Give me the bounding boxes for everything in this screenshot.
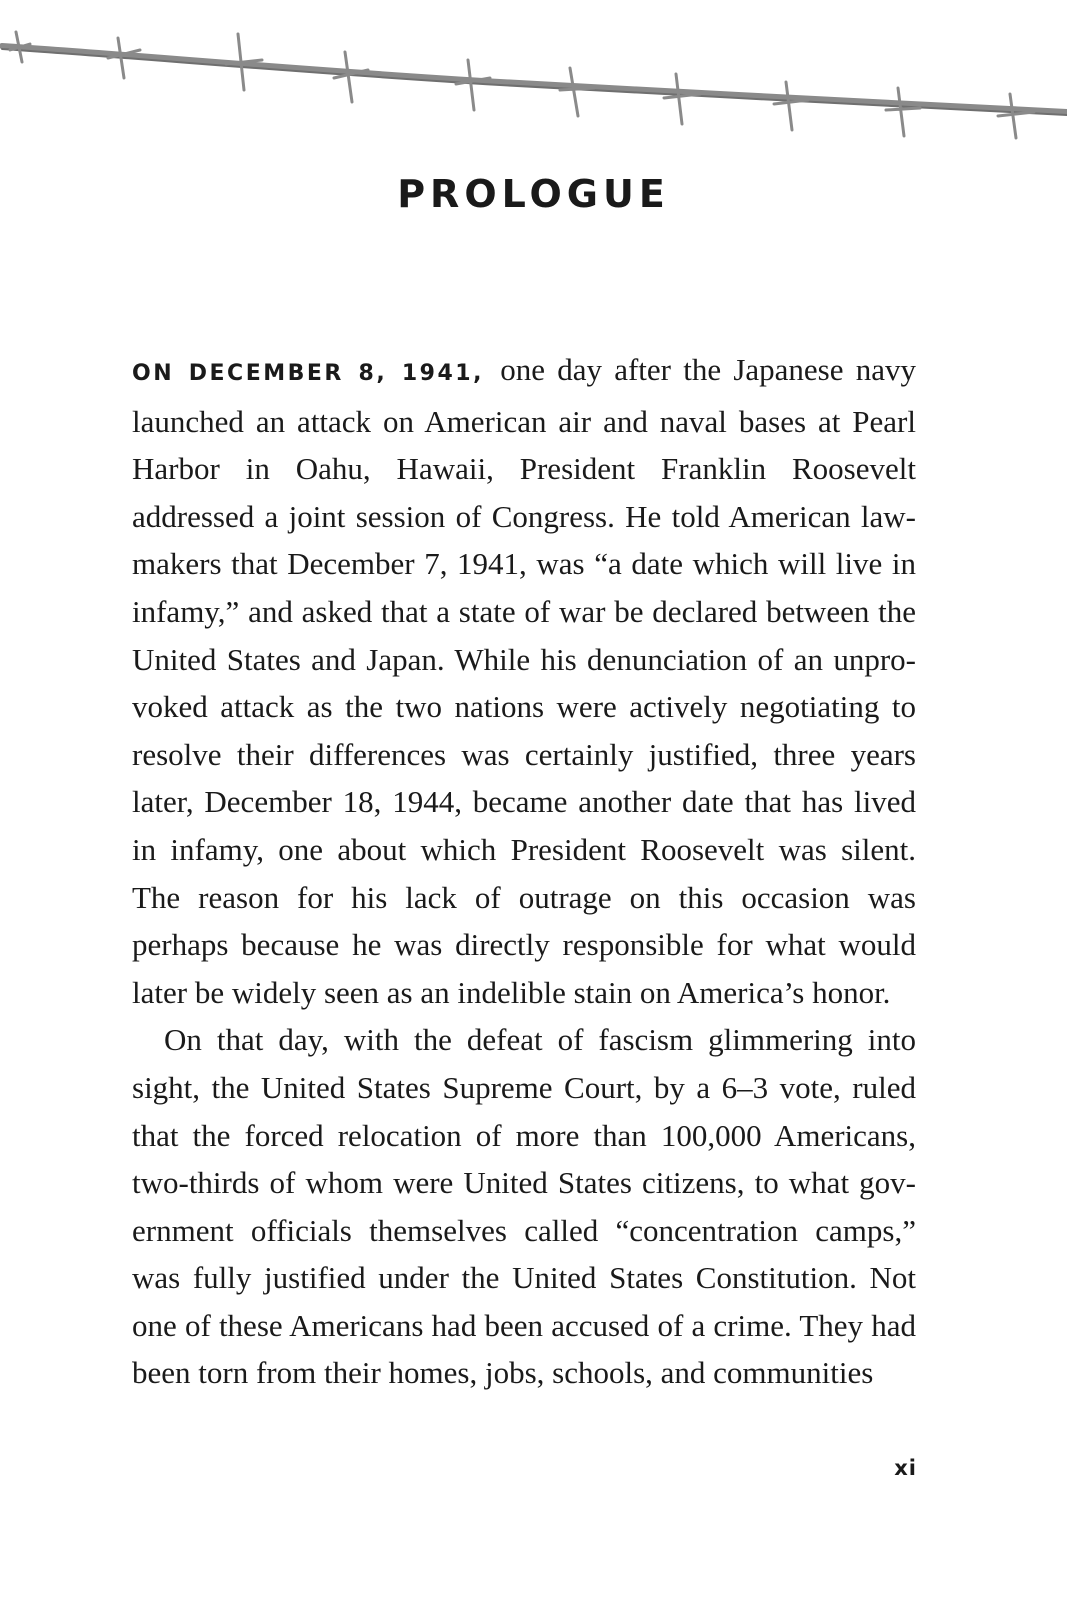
- paragraph-2: On that day, with the defeat of fascism glimmering into sight, the United States Supreme Court, by a 6–3 vote, ruled that the forced relocation of more than 100,000 Americans, two-thirds of whom were United States citizens, to what gov-ernment officials themselves called “concentration camps,” was fully justified under the United States Constitution. Not one of these Americans had been accused of a crime. They had been torn from their homes, jobs, schools, and communities: [132, 1022, 916, 1391]
- lead-in: ON DECEMBER 8, 1941,: [132, 361, 484, 386]
- paragraph-1-text: one day after the Japanese navy launched an attack on American air and naval bases at Pearl Harbor in Oahu, Hawaii, President Franklin Roosevelt addressed a joint session of Congress. He told American law-makers that December 7, 1941, was “a date which will live in infamy,” and asked that a state of war be declared between the United States and Japan. While his denunciation of an unpro-voked attack as the two nations were actively negotiating to resolve their differences was certainly justified, three years later, December 18, 1944, became another date that has lived in infamy, one about which President Roosevelt was silent. The reason for his lack of outrage on this occasion was perhaps because he was directly responsible for what would later be widely seen as an indelible stain on America’s honor.: [132, 352, 917, 1010]
- paragraph-1: [132, 346, 916, 1016]
- barbed-wire-decoration: [0, 20, 1067, 150]
- chapter-title: PROLOGUE: [397, 172, 670, 216]
- page-number: xi: [894, 1456, 917, 1480]
- body-text: [132, 346, 916, 1397]
